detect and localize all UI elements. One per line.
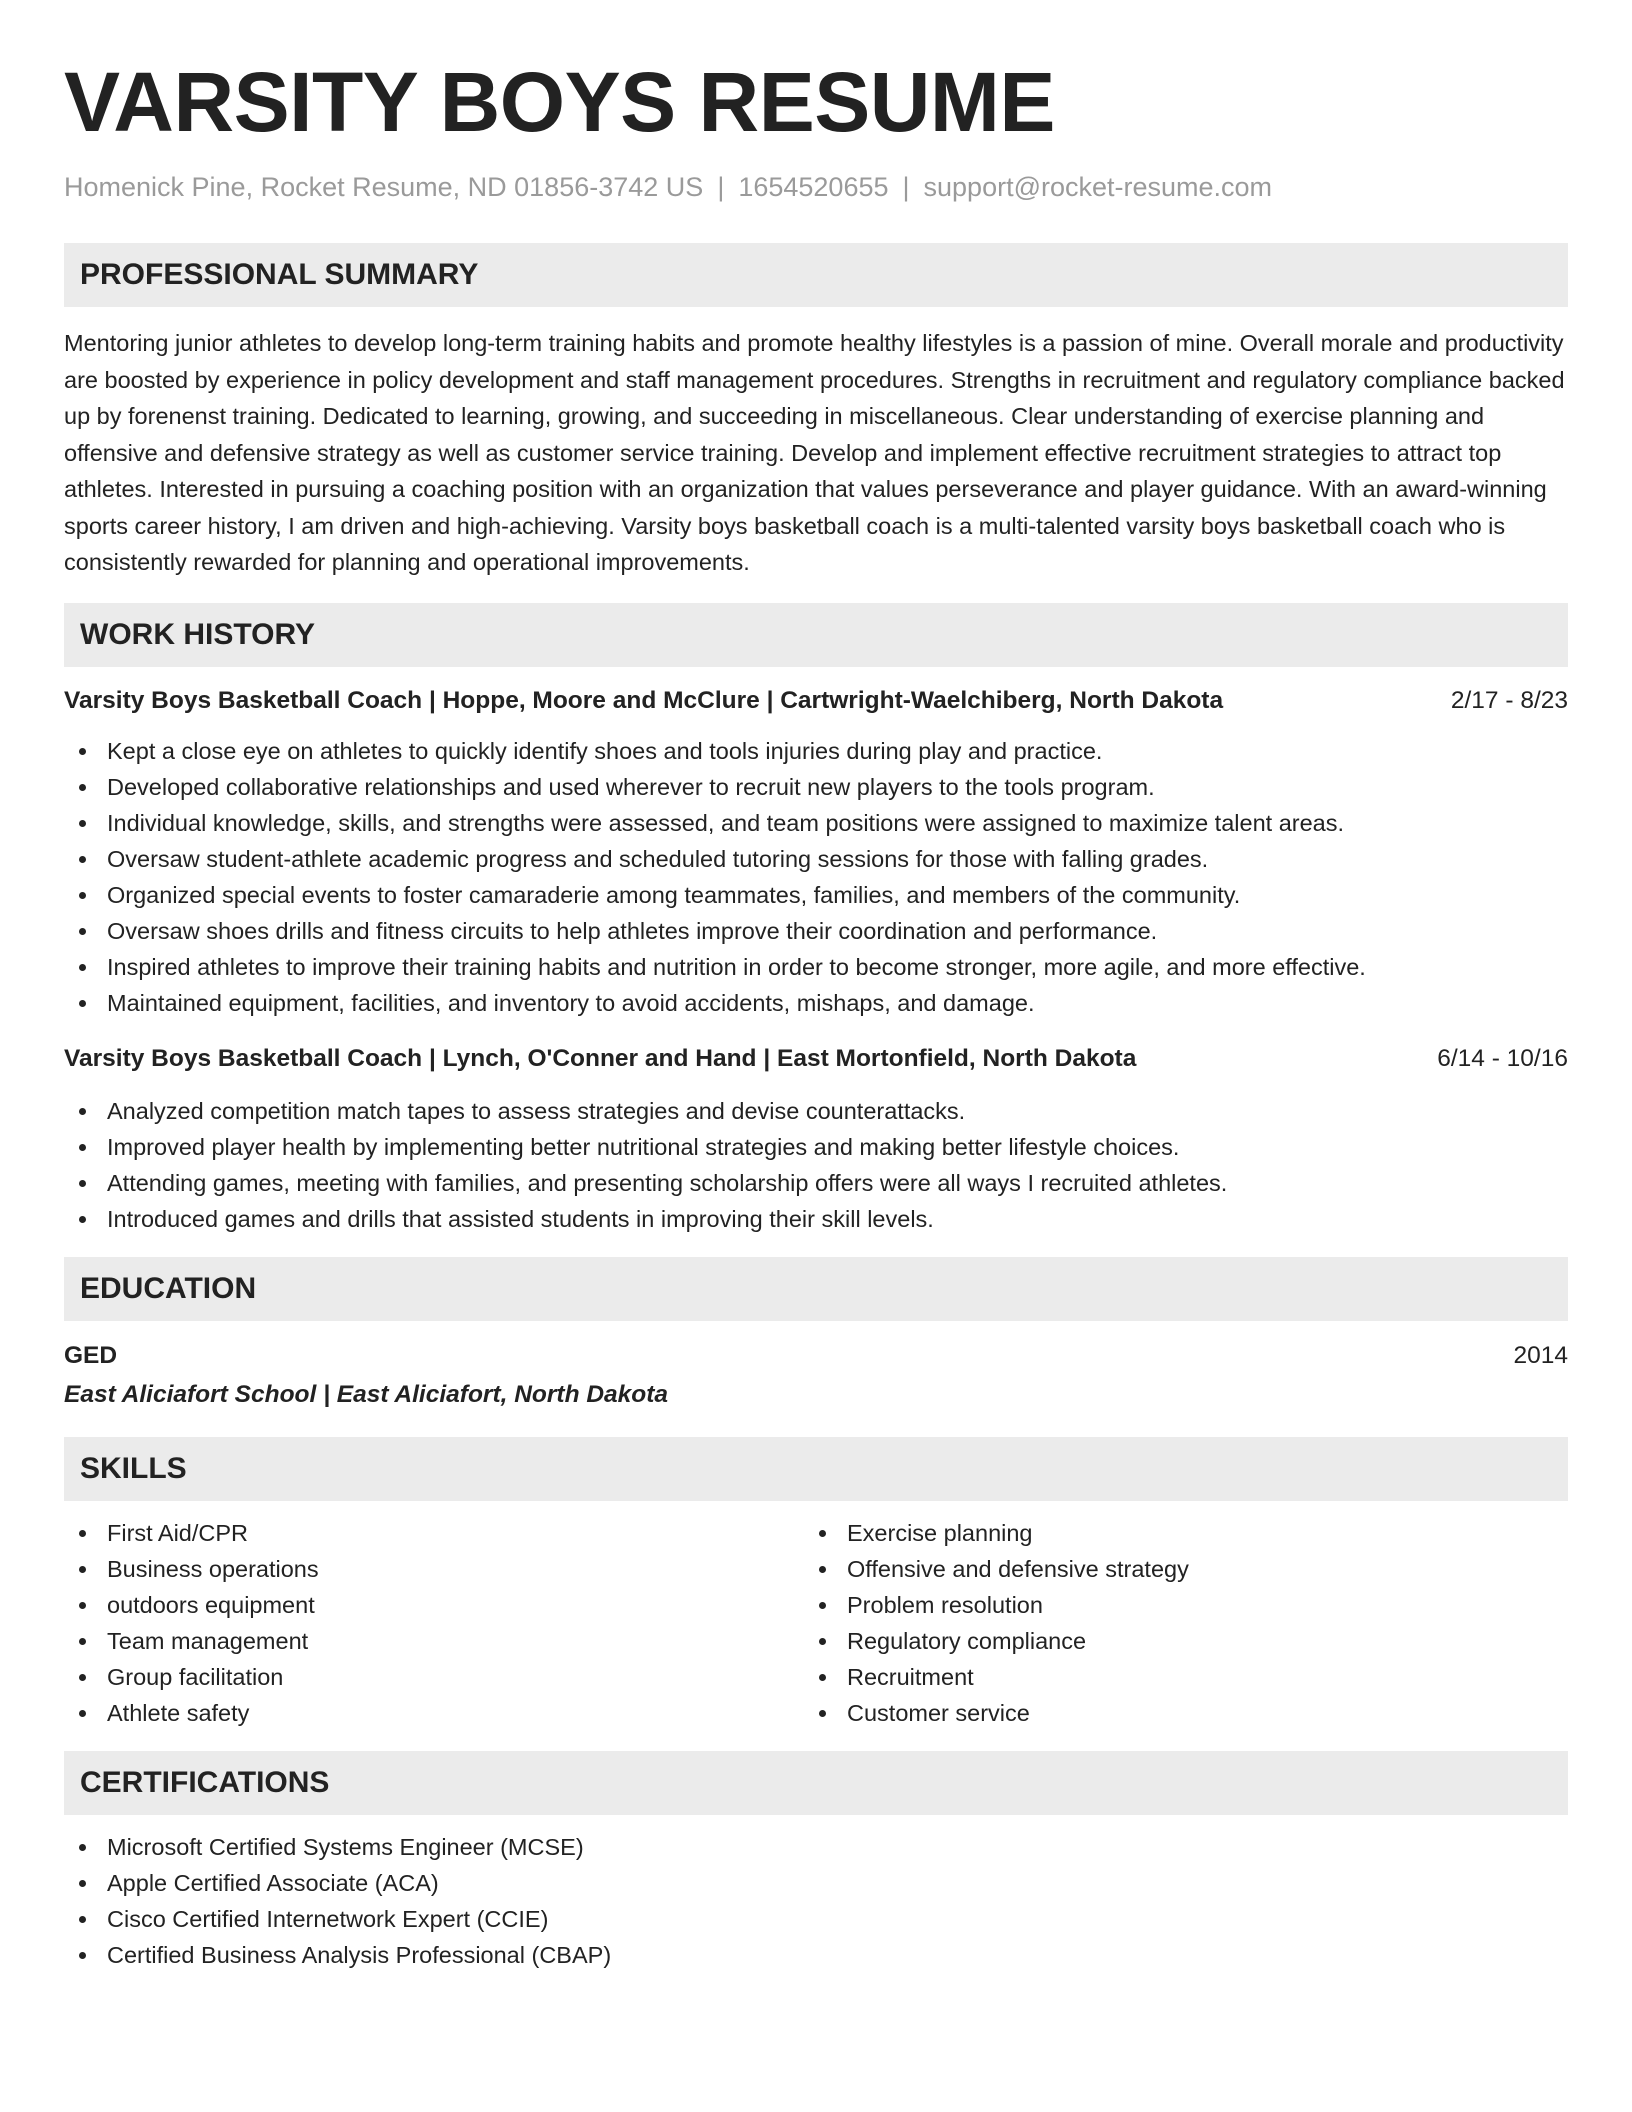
certification-item: Certified Business Analysis Professional (CBAP)	[107, 1937, 1568, 1973]
education-heading: EDUCATION	[64, 1257, 1568, 1321]
skill-item: First Aid/CPR	[107, 1515, 804, 1551]
job-bullets	[64, 1093, 1568, 1237]
summary-section	[64, 243, 1568, 581]
certifications-list	[64, 1829, 1568, 1973]
job-bullet: Attending games, meeting with families, and presenting scholarship offers were all ways I recruited athletes.	[107, 1165, 1568, 1201]
job-bullet: Inspired athletes to improve their training habits and nutrition in order to become stronger, more agile, and more effective.	[107, 949, 1568, 985]
skills-column-right	[804, 1515, 1544, 1731]
job-bullet: Introduced games and drills that assisted students in improving their skill levels.	[107, 1201, 1568, 1237]
contact-address: Homenick Pine, Rocket Resume, ND 01856-3742 US	[64, 172, 704, 202]
skill-item: Customer service	[847, 1695, 1544, 1731]
education-header	[64, 1337, 1568, 1375]
skill-item: Regulatory compliance	[847, 1623, 1544, 1659]
skills-section	[64, 1437, 1568, 1731]
skills-grid	[64, 1515, 1568, 1731]
certification-item: Apple Certified Associate (ACA)	[107, 1865, 1568, 1901]
skill-item: Problem resolution	[847, 1587, 1544, 1623]
job-header	[64, 1041, 1568, 1077]
resume-title: VARSITY BOYS RESUME	[64, 55, 1055, 149]
contact-email: support@rocket-resume.com	[923, 172, 1273, 202]
skill-item: Offensive and defensive strategy	[847, 1551, 1544, 1587]
education-degree: GED	[64, 1341, 118, 1369]
job-bullet: Oversaw student-athlete academic progress and scheduled tutoring sessions for those with falling grades.	[107, 841, 1568, 877]
skills-list	[64, 1515, 804, 1731]
skill-item: Athlete safety	[107, 1695, 804, 1731]
job-header	[64, 683, 1568, 719]
skill-item: Business operations	[107, 1551, 804, 1587]
skills-list	[804, 1515, 1544, 1731]
contact-line	[64, 170, 1568, 204]
summary-heading: PROFESSIONAL SUMMARY	[64, 243, 1568, 307]
job-bullet: Improved player health by implementing better nutritional strategies and making better lifestyle choices.	[107, 1129, 1568, 1165]
job-entry	[64, 1041, 1568, 1237]
job-bullets	[64, 733, 1568, 1021]
summary-text: Mentoring junior athletes to develop long-term training habits and promote healthy lifestyles is a passion of mine. Overall morale and productivity are boosted by experience in policy development and staff management procedures. Strengths in recruitment and regulatory compliance backed up by forenenst training. Dedicated to learning, growing, and succeeding in miscellaneous. Clear understanding of exercise planning and offensive and defensive strategy as well as customer service training. Develop and implement effective recruitment strategies to attract top athletes. Interested in pursuing a coaching position with an organization that values perseverance and player guidance. With an award-winning sports career history, I am driven and high-achieving. Varsity boys basketball coach is a multi-talented varsity boys basketball coach who is consistently rewarded for planning and operational improvements.	[64, 330, 1565, 575]
skill-item: Team management	[107, 1623, 804, 1659]
skill-item: Recruitment	[847, 1659, 1544, 1695]
job-bullet: Analyzed competition match tapes to assess strategies and devise counterattacks.	[107, 1093, 1568, 1129]
job-bullet: Organized special events to foster camaraderie among teammates, families, and members of the community.	[107, 877, 1568, 913]
education-section	[64, 1257, 1568, 1415]
skill-item: outdoors equipment	[107, 1587, 804, 1623]
job-bullet: Kept a close eye on athletes to quickly identify shoes and tools injuries during play and practice.	[107, 733, 1568, 769]
contact-separator: |	[902, 172, 910, 202]
certifications-section	[64, 1751, 1568, 1973]
job-bullet: Individual knowledge, skills, and strengths were assessed, and team positions were assigned to maximize talent areas.	[107, 805, 1568, 841]
work-heading: WORK HISTORY	[64, 603, 1568, 667]
skill-item: Exercise planning	[847, 1515, 1544, 1551]
contact-phone: 1654520655	[738, 172, 889, 202]
contact-separator: |	[717, 172, 725, 202]
job-dates: 2/17 - 8/23	[1450, 686, 1568, 714]
job-bullet: Developed collaborative relationships and used wherever to recruit new players to the tools program.	[107, 769, 1568, 805]
job-bullet: Maintained equipment, facilities, and inventory to avoid accidents, mishaps, and damage.	[107, 985, 1568, 1021]
skill-item: Group facilitation	[107, 1659, 804, 1695]
skills-column-left	[64, 1515, 804, 1731]
education-school: East Aliciafort School | East Aliciafort, North Dakota	[64, 1380, 669, 1408]
work-section	[64, 603, 1568, 1237]
certification-item: Microsoft Certified Systems Engineer (MCSE)	[107, 1829, 1568, 1865]
education-year: 2014	[1513, 1341, 1568, 1369]
skills-heading: SKILLS	[64, 1437, 1568, 1501]
job-entry	[64, 683, 1568, 1021]
certifications-heading: CERTIFICATIONS	[64, 1751, 1568, 1815]
job-dates: 6/14 - 10/16	[1437, 1044, 1568, 1072]
job-bullet: Oversaw shoes drills and fitness circuits to help athletes improve their coordination and performance.	[107, 913, 1568, 949]
job-title: Varsity Boys Basketball Coach | Lynch, O'Conner and Hand | East Mortonfield, North Dakota	[64, 1044, 1137, 1072]
job-title: Varsity Boys Basketball Coach | Hoppe, Moore and McClure | Cartwright-Waelchiberg, North Dakota	[64, 686, 1224, 714]
certification-item: Cisco Certified Internetwork Expert (CCIE)	[107, 1901, 1568, 1937]
